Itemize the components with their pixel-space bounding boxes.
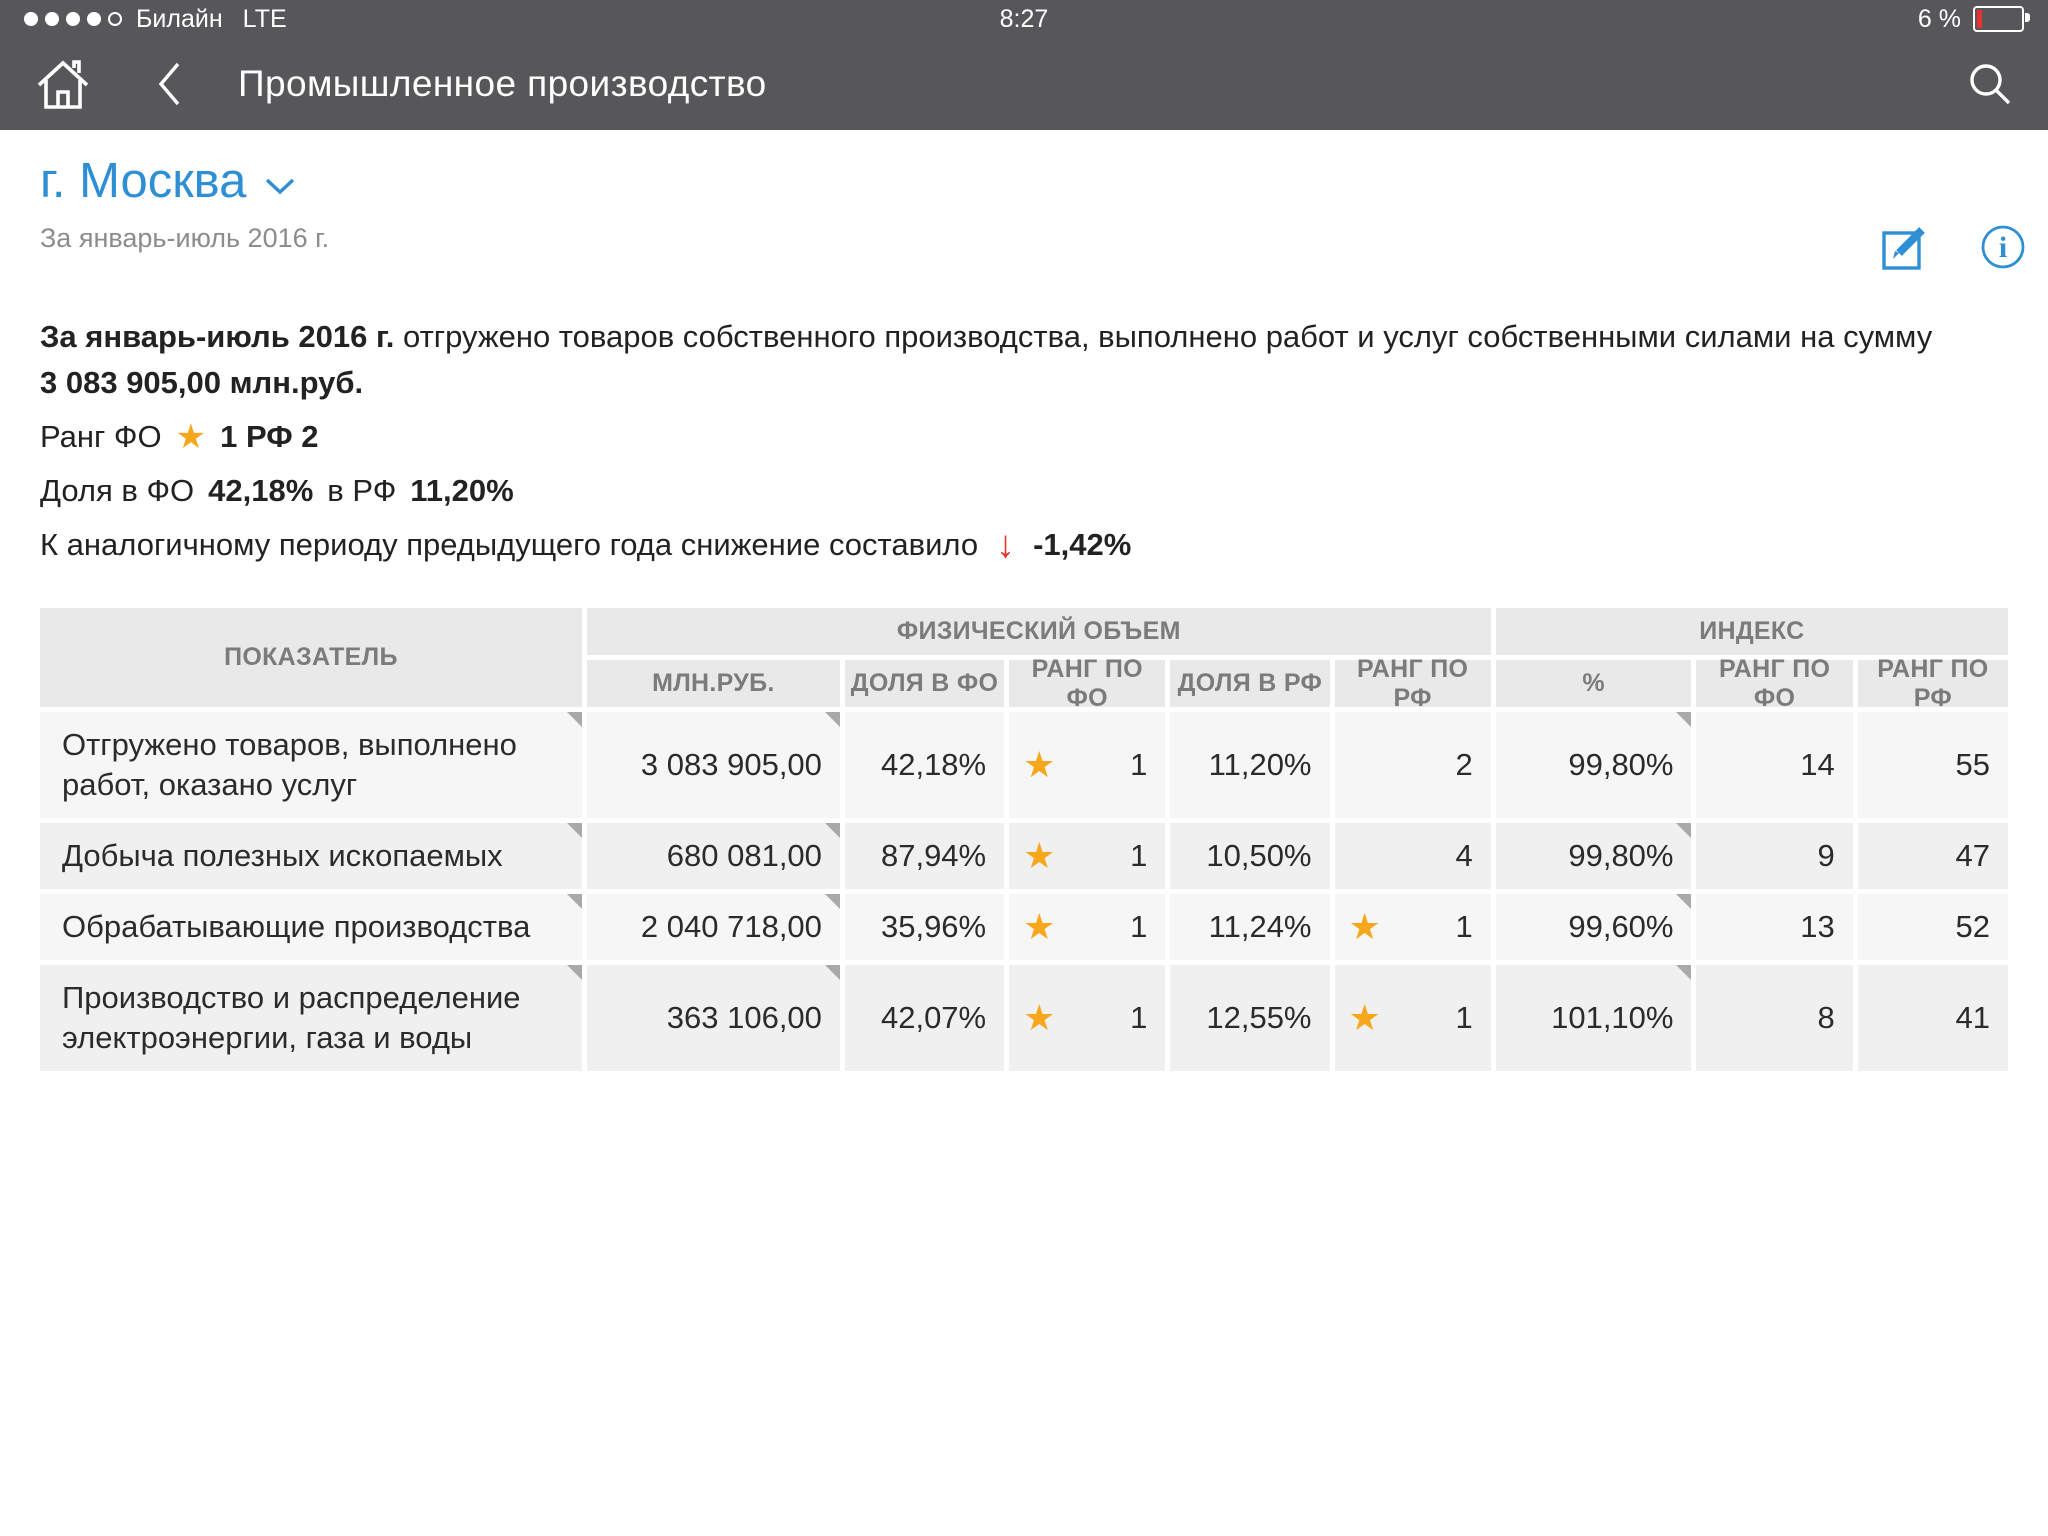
indicator-cell[interactable]	[40, 712, 582, 818]
index-rank-fo-cell	[1696, 965, 1852, 1071]
index-rank-fo-cell	[1696, 823, 1852, 889]
rank-fo-value: 1	[1130, 838, 1148, 874]
rank-rf-cell	[1335, 894, 1491, 960]
share-rf-cell	[1170, 712, 1329, 818]
header-mln-rub: МЛН.РУБ.	[587, 660, 840, 707]
decrease-arrow-icon: ↓	[996, 524, 1016, 567]
search-button[interactable]	[1966, 60, 2014, 108]
index-rank-fo-value: 13	[1800, 909, 1835, 945]
change-line	[40, 522, 2008, 568]
drilldown-corner-icon	[1676, 894, 1691, 909]
star-icon: ★	[1348, 997, 1381, 1039]
rank-fo-value: 1	[1130, 909, 1148, 945]
summary-period: За январь-июль 2016 г.	[40, 319, 395, 355]
share-fo-value: 42,07%	[880, 1000, 987, 1036]
indicator-cell[interactable]	[40, 894, 582, 960]
index-pct-value: 99,80%	[1568, 838, 1674, 874]
star-icon: ★	[1023, 997, 1056, 1039]
drilldown-corner-icon	[825, 894, 840, 909]
indicator-label: Отгружено товаров, выполнено работ, оказано услуг	[62, 727, 517, 803]
star-icon: ★	[1023, 906, 1056, 948]
rank-label: Ранг ФО	[40, 419, 162, 455]
index-pct-value: 99,80%	[1568, 747, 1674, 783]
header-rank-rf: РАНГ ПО РФ	[1335, 660, 1491, 707]
index-rank-rf-value: 41	[1955, 1000, 1990, 1036]
share-rf-value: 12,55%	[1206, 1000, 1312, 1036]
index-rank-rf-value: 55	[1955, 747, 1990, 783]
share-rf-value: 11,24%	[1208, 909, 1312, 945]
rank-rf-cell	[1335, 965, 1491, 1071]
edit-button[interactable]	[1880, 222, 1930, 272]
rank-rf-cell	[1335, 712, 1491, 818]
region-selector[interactable]	[40, 156, 296, 207]
drilldown-corner-icon	[567, 823, 582, 838]
carrier-label: Билайн	[136, 4, 223, 33]
share-fo-cell	[845, 823, 1004, 889]
share-label: Доля в ФО	[40, 473, 195, 509]
mln-rub-cell[interactable]	[587, 894, 840, 960]
mln-rub-cell[interactable]	[587, 712, 840, 818]
index-rank-fo-value: 14	[1800, 747, 1835, 783]
mln-rub-value: 3 083 905,00	[640, 747, 822, 783]
edit-icon	[1880, 222, 1930, 272]
share-rf-value: 11,20%	[410, 473, 514, 509]
header-index-rank-fo: РАНГ ПО ФО	[1696, 660, 1852, 707]
star-icon: ★	[1023, 835, 1056, 877]
back-button[interactable]	[156, 59, 182, 109]
header-share-rf: ДОЛЯ В РФ	[1170, 660, 1329, 707]
indicator-label: Обрабатывающие производства	[62, 909, 531, 945]
drilldown-corner-icon	[567, 965, 582, 980]
change-text: К аналогичному периоду предыдущего года снижение составило	[40, 527, 979, 563]
share-mid-label: в РФ	[327, 473, 397, 509]
header-index-pct: %	[1496, 660, 1692, 707]
page-title: Промышленное производство	[238, 63, 767, 104]
mln-rub-value: 680 081,00	[666, 838, 822, 874]
share-fo-value: 42,18%	[208, 473, 314, 509]
mln-rub-value: 363 106,00	[666, 1000, 822, 1036]
period-label: За январь-июль 2016 г.	[40, 223, 330, 254]
share-line	[40, 468, 2008, 514]
indicator-label: Добыча полезных ископаемых	[62, 838, 503, 874]
share-rf-cell	[1170, 894, 1329, 960]
index-pct-value: 99,60%	[1568, 909, 1674, 945]
indicators-table	[40, 608, 2008, 1071]
table-row[interactable]	[40, 965, 2008, 1071]
rank-fo-value: 1	[1130, 1000, 1148, 1036]
index-pct-cell[interactable]	[1496, 823, 1692, 889]
indicator-cell[interactable]	[40, 965, 582, 1071]
index-pct-value: 101,10%	[1551, 1000, 1674, 1036]
share-rf-value: 10,50%	[1206, 838, 1312, 874]
indicator-cell[interactable]	[40, 823, 582, 889]
index-rank-fo-cell	[1696, 712, 1852, 818]
table-row[interactable]	[40, 712, 2008, 818]
share-rf-cell	[1170, 823, 1329, 889]
star-icon: ★	[1348, 906, 1381, 948]
rank-fo-cell	[1009, 965, 1165, 1071]
mln-rub-cell[interactable]	[587, 823, 840, 889]
drilldown-corner-icon	[1676, 823, 1691, 838]
header-index-rank-rf: РАНГ ПО РФ	[1858, 660, 2008, 707]
battery-percent-label: 6 %	[1917, 4, 1961, 33]
drilldown-corner-icon	[825, 823, 840, 838]
svg-text:i: i	[1998, 231, 2008, 264]
share-fo-cell	[845, 712, 1004, 818]
index-rank-rf-value: 47	[1955, 838, 1990, 874]
summary-text: отгружено товаров собственного производства, выполнено работ и услуг собственными силами на сумму	[394, 319, 1933, 355]
index-rank-fo-value: 9	[1817, 838, 1835, 874]
share-rf-cell	[1170, 965, 1329, 1071]
region-name: г. Москва	[40, 154, 247, 208]
index-rank-rf-cell	[1858, 965, 2008, 1071]
rank-fo-value: 1	[1130, 747, 1148, 783]
status-bar	[0, 0, 2048, 38]
table-header	[40, 608, 2008, 712]
header-share-fo: ДОЛЯ В ФО	[845, 660, 1004, 707]
star-icon: ★	[1023, 744, 1056, 786]
rank-rf-value: 2	[1455, 747, 1473, 783]
drilldown-corner-icon	[1676, 712, 1691, 727]
home-icon	[34, 55, 92, 113]
index-pct-cell[interactable]	[1496, 712, 1692, 818]
share-fo-value: 42,18%	[880, 747, 987, 783]
index-rank-rf-cell	[1858, 712, 2008, 818]
rank-rf-value: 1	[1455, 909, 1473, 945]
rank-rf-cell	[1335, 823, 1491, 889]
summary-block	[0, 254, 2048, 568]
rank-fo-cell	[1009, 712, 1165, 818]
status-time: 8:27	[999, 4, 1049, 33]
rank-fo-cell	[1009, 894, 1165, 960]
chevron-down-icon	[264, 177, 296, 195]
index-rank-fo-value: 8	[1817, 1000, 1835, 1036]
network-type-label: LTE	[242, 4, 287, 33]
summary-paragraph	[40, 314, 2008, 406]
table-row[interactable]	[40, 823, 2008, 889]
mln-rub-cell[interactable]	[587, 965, 840, 1071]
header-rank-fo: РАНГ ПО ФО	[1009, 660, 1165, 707]
share-fo-value: 87,94%	[880, 838, 987, 874]
drilldown-corner-icon	[825, 965, 840, 980]
drilldown-corner-icon	[567, 894, 582, 909]
index-pct-cell[interactable]	[1496, 965, 1692, 1071]
region-section	[0, 130, 2048, 264]
home-button[interactable]	[34, 55, 92, 113]
share-fo-cell	[845, 965, 1004, 1071]
index-rank-rf-cell	[1858, 823, 2008, 889]
search-icon	[1966, 60, 2014, 108]
header-indicator: ПОКАЗАТЕЛЬ	[40, 608, 582, 707]
drilldown-corner-icon	[567, 712, 582, 727]
rank-line	[40, 414, 2008, 460]
index-rank-fo-cell	[1696, 894, 1852, 960]
table-row[interactable]	[40, 894, 2008, 960]
info-button[interactable]	[1980, 224, 2026, 270]
nav-bar	[0, 38, 2048, 130]
rank-value: 1 РФ 2	[220, 419, 319, 455]
signal-strength-icon	[24, 12, 122, 26]
header-group-physical-volume: ФИЗИЧЕСКИЙ ОБЪЕМ	[587, 608, 1491, 655]
drilldown-corner-icon	[825, 712, 840, 727]
rank-rf-value: 1	[1455, 1000, 1473, 1036]
rank-rf-value: 4	[1455, 838, 1473, 874]
share-fo-value: 35,96%	[880, 909, 987, 945]
share-rf-value: 11,20%	[1208, 747, 1312, 783]
index-rank-rf-cell	[1858, 894, 2008, 960]
index-rank-rf-value: 52	[1955, 909, 1990, 945]
index-pct-cell[interactable]	[1496, 894, 1692, 960]
change-value: -1,42%	[1033, 527, 1132, 563]
info-icon	[1980, 224, 2026, 270]
summary-amount: 3 083 905,00 млн.руб.	[40, 365, 364, 401]
share-fo-cell	[845, 894, 1004, 960]
star-icon: ★	[175, 418, 207, 457]
back-chevron-icon	[156, 59, 182, 109]
header-group-index: ИНДЕКС	[1496, 608, 2008, 655]
mln-rub-value: 2 040 718,00	[640, 909, 822, 945]
drilldown-corner-icon	[1676, 965, 1691, 980]
indicator-label: Производство и распределение электроэнергии, газа и воды	[62, 980, 521, 1056]
battery-icon	[1973, 6, 2024, 32]
rank-fo-cell	[1009, 823, 1165, 889]
